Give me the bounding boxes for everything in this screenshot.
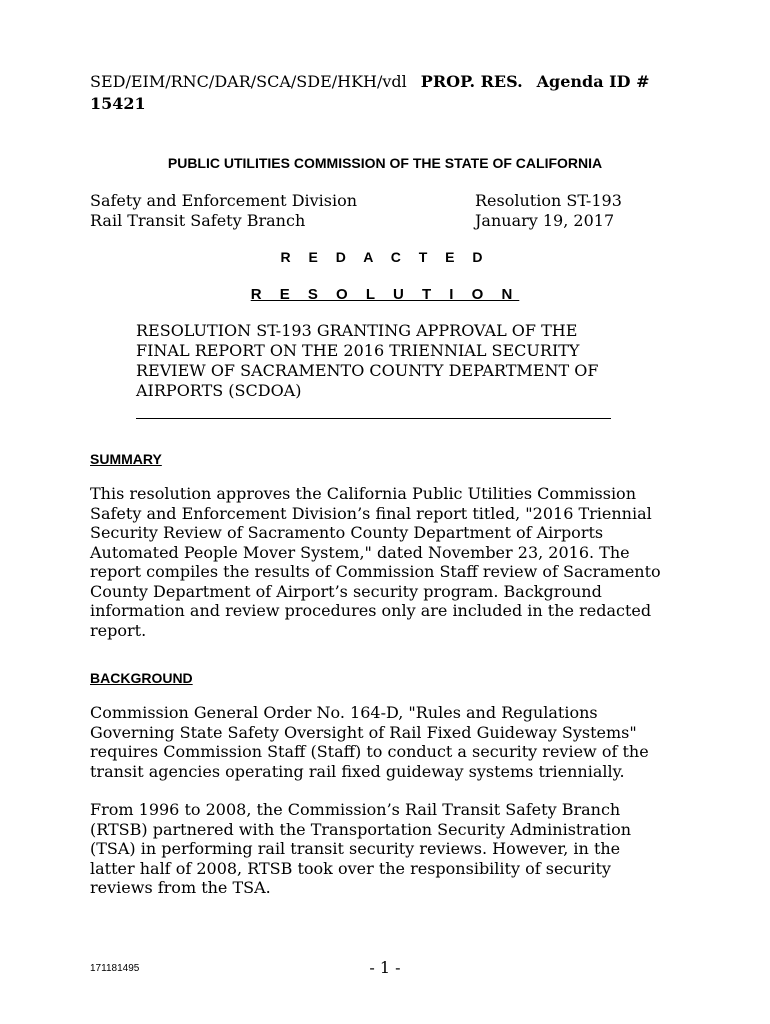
background-paragraph-1 [90, 703, 690, 781]
background-line: (RTSB) partnered with the Transportation Security Administration [90, 819, 631, 839]
resolution-title-line: AIRPORTS (SCDOA) [136, 381, 302, 400]
background-line: Commission General Order No. 164-D, "Rules and Regulations [90, 703, 598, 722]
background-heading: BACKGROUND [90, 670, 193, 686]
resolution-title-line: FINAL REPORT ON THE 2016 TRIENNIAL SECURITY [136, 341, 580, 360]
background-paragraph-2 [90, 800, 690, 898]
header-agenda-label: Agenda ID # [536, 72, 650, 91]
background-line: (TSA) in performing rail transit security reviews. However, in the [90, 839, 621, 858]
header-code: SED/EIM/RNC/DAR/SCA/SDE/HKH/vdl [90, 72, 407, 91]
summary-line: County Department of Airport’s security program. Background [90, 581, 602, 601]
header-prop-res: PROP. RES. [420, 72, 523, 91]
branch-name: Rail Transit Safety Branch [90, 211, 306, 230]
division-name: Safety and Enforcement Division [90, 191, 358, 210]
resolution-title-line: RESOLUTION ST-193 GRANTING APPROVAL OF THE [136, 321, 578, 340]
resolution-title-block [136, 321, 636, 401]
header-line [90, 72, 690, 92]
redacted-label: R E D A C T E D [280, 249, 490, 265]
resolution-title-line: REVIEW OF SACRAMENTO COUNTY DEPARTMENT OF [136, 361, 599, 380]
summary-line: Safety and Enforcement Division’s final report titled, "2016 Triennial [90, 503, 652, 523]
summary-line: This resolution approves the California Public Utilities Commission [90, 484, 636, 503]
resolution-heading: R E S O L U T I O N [250, 286, 520, 303]
summary-line: Security Review of Sacramento County Department of Airports [90, 523, 604, 542]
background-line: latter half of 2008, RTSB took over the responsibility of security [90, 858, 611, 878]
page-number: - 1 - [369, 958, 401, 977]
commission-title: PUBLIC UTILITIES COMMISSION OF THE STATE OF CALIFORNIA [167, 155, 603, 171]
resolution-number: Resolution ST-193 [475, 191, 622, 210]
background-line: Governing State Safety Oversight of Rail Fixed Guideway Systems" [90, 722, 637, 742]
title-divider [136, 418, 611, 419]
summary-paragraph [90, 484, 690, 640]
background-line: transit agencies operating rail fixed guideway systems triennially. [90, 761, 625, 781]
footer-doc-id: 171181495 [90, 963, 140, 974]
resolution-date: January 19, 2017 [475, 211, 615, 230]
summary-line: information and review procedures only are included in the redacted [90, 601, 652, 620]
summary-line: report. [90, 620, 147, 640]
summary-heading: SUMMARY [90, 451, 162, 467]
background-line: requires Commission Staff (Staff) to conduct a security review of the [90, 742, 649, 761]
resolution-heading-wrap [0, 286, 770, 303]
summary-line: Automated People Mover System," dated November 23, 2016. The [90, 542, 630, 562]
background-line: From 1996 to 2008, the Commission’s Rail Transit Safety Branch [90, 800, 621, 819]
background-line: reviews from the TSA. [90, 878, 271, 897]
summary-line: report compiles the results of Commission Staff review of Sacramento [90, 562, 661, 581]
header-agenda-id: 15421 [90, 94, 146, 113]
